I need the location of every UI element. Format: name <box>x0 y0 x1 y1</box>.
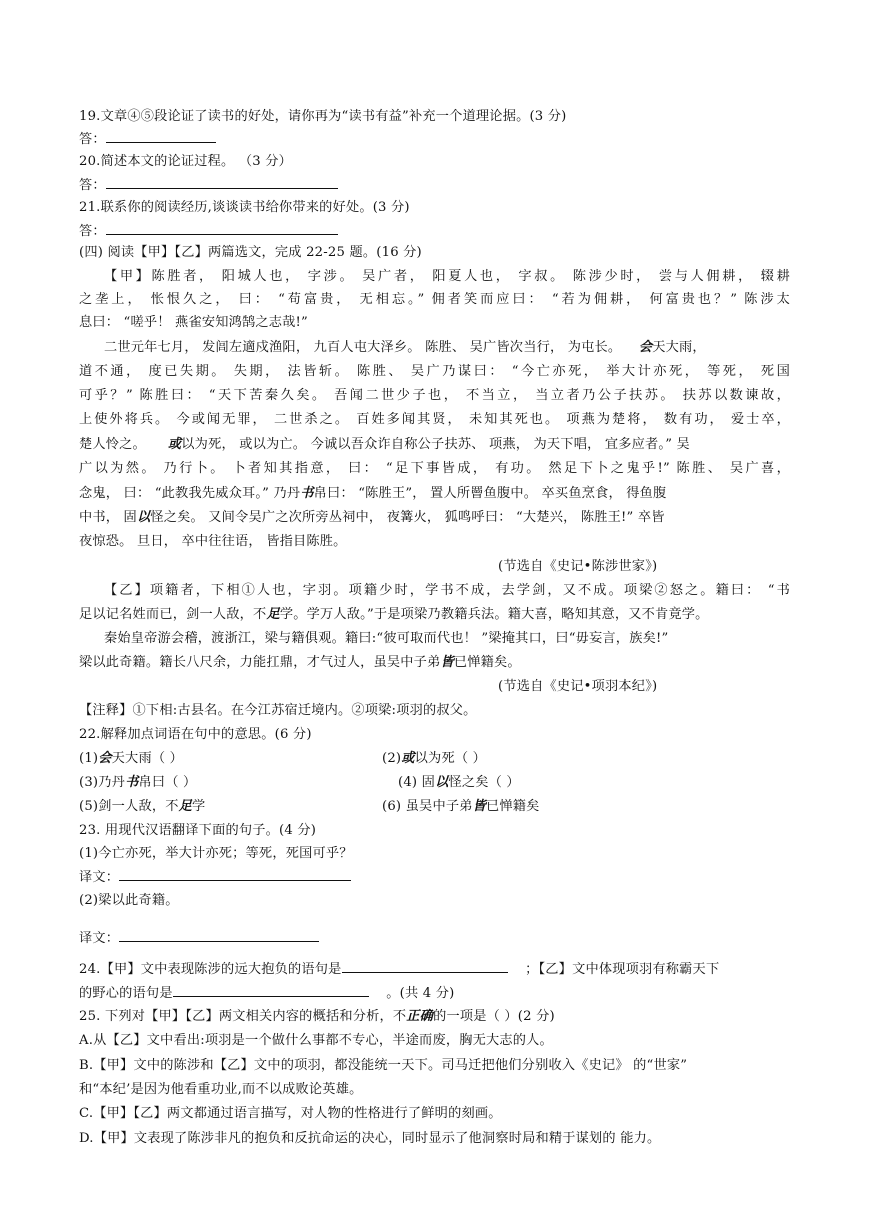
jia-line-4-tail: 天大雨， <box>652 340 706 355</box>
yi-line-2-tail: 学。学万人敌。”于是项梁乃教籍兵法。籍大喜，略知其意，又不肯竟学。 <box>279 607 709 622</box>
section-title: (四) 阅读【甲】【乙】两篇选文，完成 22-25 题。(16 分) <box>79 245 422 260</box>
q22-item-1-blank[interactable]: 天大雨（ ） <box>111 751 184 766</box>
q23-answer-1-line[interactable] <box>119 868 351 881</box>
q22-item-4-blank[interactable]: 怪之矣（ ） <box>448 775 520 790</box>
yi-line-2-head: 足以记名姓而已，剑一人敌，不 <box>79 607 267 622</box>
q23-answer-2-label: 译文： <box>79 931 120 946</box>
jia-line-11 <box>79 509 665 527</box>
q22-item-3-blank[interactable]: 帛曰（ ） <box>138 775 197 790</box>
dotted-word-jie: 皆 <box>440 655 454 670</box>
dotted-word-zu: 足 <box>266 607 280 622</box>
q22-item-5-num: (5)剑一人敌，不 <box>79 799 179 814</box>
q23-sentence-2: (2)梁以此奇籍。 <box>79 893 179 908</box>
q22-item-2-num: (2) <box>382 751 402 766</box>
q22-item-5 <box>79 798 205 816</box>
q22-item-2-word: 或 <box>401 751 415 766</box>
q25-title <box>79 1008 555 1026</box>
q19-answer-line[interactable] <box>106 130 216 143</box>
q19-answer-label: 答： <box>79 132 106 147</box>
jia-line-10-head: 念鬼， 曰： “此教我先威众耳。” 乃丹 <box>79 486 301 501</box>
q24-second-head: 的野心的语句是 <box>79 986 173 1001</box>
q22-item-6-word: 皆 <box>472 799 486 814</box>
q25-option-b-line-1[interactable]: B.【甲】文中的陈涉和【乙】文中的项羽，都没能统一天下。司马迁把他们分别收入《史记》 的“世家” <box>79 1058 688 1073</box>
jia-line-10 <box>79 485 666 503</box>
q25-option-b-line-2[interactable]: 和“本纪’是因为他看重功业,而不以成败论英雄。 <box>79 1082 363 1097</box>
q22-item-3 <box>79 774 196 792</box>
jia-line-4 <box>104 339 706 357</box>
yi-line-2 <box>79 606 709 624</box>
dotted-word-huo: 或 <box>167 437 182 452</box>
q23-title: 23. 用现代汉语翻译下面的句子。(4 分) <box>79 823 317 838</box>
q20-answer-line[interactable] <box>106 176 338 189</box>
jia-line-2: 之垄上， 怅恨久之， 曰： “苟富贵， 无相忘。” 佣者笑而应曰： “若为佣耕， 何富贵也？” 陈涉太 <box>79 292 790 307</box>
jia-line-12: 夜惊恐。 旦日， 卒中往往语， 皆指目陈胜。 <box>79 534 347 549</box>
q25-title-tail: 的一项是（ ）(2 分) <box>433 1009 555 1024</box>
q22-item-1-num: (1) <box>79 751 99 766</box>
yi-line-3: 秦始皇帝游会稽，渡浙江，梁与籍俱观。籍曰:“彼可取而代也！ ”梁掩其口，曰“毋妄言，族矣!” <box>104 631 669 646</box>
q22-item-3-word: 书 <box>125 775 139 790</box>
q24-head: 24.【甲】文中表现陈涉的远大抱负的语句是 <box>79 962 342 977</box>
dotted-word-yi: 以 <box>136 510 151 525</box>
q24-line-1 <box>79 960 719 979</box>
q23-answer-2 <box>79 929 319 948</box>
jia-line-3: 息曰： “嗟乎！ 燕雀安知鸿鹄之志哉!” <box>79 315 308 330</box>
q23-answer-1-label: 译文： <box>79 870 120 885</box>
q25-emphasis: 正确 <box>406 1009 434 1024</box>
q22-item-2-blank[interactable]: 以为死（ ） <box>414 751 487 766</box>
yi-line-4 <box>79 654 521 672</box>
q25-option-a[interactable]: A.从【乙】文中看出:项羽是一个做什么事都不专心，半途而废，胸无大志的人。 <box>79 1033 553 1048</box>
q20-answer-label: 答： <box>79 178 106 193</box>
q23-answer-2-line[interactable] <box>119 929 319 942</box>
dotted-word-hui: 会 <box>638 340 653 355</box>
jia-line-4-text: 二世元年七月， 发闾左適戍渔阳， 九百人屯大泽乡。 陈胜、 吴广皆次当行， 为屯长。 <box>104 340 622 355</box>
yi-line-4-head: 梁以此奇籍。籍长八尺余，力能扛鼎，才气过人，虽吴中子弟 <box>79 655 441 670</box>
q24-mid: ；【乙】文中体现项羽有称霸天下 <box>525 962 720 977</box>
yi-source: (节选自《史记•项羽本纪》) <box>498 679 658 694</box>
q19-text: 19.文章④⑤段论证了读书的好处，请你再为“读书有益”补充一个道理论据。(3 分) <box>79 109 567 124</box>
jia-line-6: 可乎？” 陈胜曰： “天下苦秦久矣。 吾闻二世少子也， 不当立， 当立者乃公子扶苏。 扶苏以数谏故， <box>79 388 790 403</box>
q20-text: 20.简述本文的论证过程。 （3 分） <box>79 154 292 169</box>
jia-line-8-tail: 以为死， 或以为亡。 今诚以吾众诈自称公子扶苏、 项燕， 为天下唱， 宜多应者。” 吴 <box>181 437 690 452</box>
q22-item-2 <box>382 750 486 768</box>
q21-answer <box>79 222 338 241</box>
q22-item-5-word: 足 <box>178 799 192 814</box>
q19-answer <box>79 130 216 149</box>
q25-option-c[interactable]: C.【甲】【乙】两文都通过语言描写，对人物的性格进行了鲜明的刻画。 <box>79 1106 502 1121</box>
q21-answer-label: 答： <box>79 224 106 239</box>
q24-blank-1[interactable] <box>342 960 508 973</box>
q22-item-5-tail: 学 <box>192 799 206 814</box>
jia-line-10-tail: 帛曰： “陈胜王”， 置人所罾鱼腹中。 卒买鱼烹食， 得鱼腹 <box>313 486 667 501</box>
q22-item-6 <box>382 798 540 816</box>
q22-title: 22.解释加点词语在句中的意思。(6 分) <box>79 727 312 742</box>
jia-line-1: 【甲】陈胜者， 阳城人也， 字涉。 吴广者， 阳夏人也， 字叔。 陈涉少时， 尝与人佣耕， 辍耕 <box>104 269 790 284</box>
dotted-word-shu: 书 <box>300 486 314 501</box>
yi-line-4-tail: 已惮籍矣。 <box>453 655 521 670</box>
jia-line-5: 道不通， 度已失期。 失期， 法皆斩。 陈胜、 吴广乃谋曰： “今亡亦死， 举大计亦死， 等死， 死国 <box>79 364 790 379</box>
jia-line-8-head: 楚人怜之。 <box>79 437 146 452</box>
q25-title-head: 25. 下列对【甲】【乙】两文相关内容的概括和分析，不 <box>79 1009 407 1024</box>
jia-line-9: 广以为然。 乃行卜。 卜者知其指意， 曰： “足下事皆成， 有功。 然足下卜之鬼乎!” 陈胜、 吴广喜， <box>79 461 790 476</box>
q23-answer-1 <box>79 868 351 887</box>
jia-line-8 <box>79 436 690 454</box>
q21-answer-line[interactable] <box>106 222 338 235</box>
q22-item-1 <box>79 750 183 768</box>
q22-item-6-tail: 已惮籍矣 <box>486 799 540 814</box>
yi-line-1: 【乙】项籍者，下相①人也，字羽。项籍少时，学书不成，去学剑，又不成。项梁②怒之。籍曰： “书 <box>104 583 790 598</box>
q22-item-4-num: (4) 固 <box>398 775 436 790</box>
q22-item-6-num: (6) 虽吴中子弟 <box>382 799 473 814</box>
q24-blank-2[interactable] <box>173 984 369 997</box>
q21-text: 21.联系你的阅读经历,谈谈读书给你带来的好处。(3 分) <box>79 200 410 215</box>
q22-item-3-num: (3)乃丹 <box>79 775 126 790</box>
q20-answer <box>79 176 338 195</box>
jia-line-7: 上使外将兵。 今或闻无罪， 二世杀之。 百姓多闻其贤， 未知其死也。 项燕为楚将， 数有功， 爱士卒， <box>79 412 790 427</box>
q25-option-d[interactable]: D.【甲】文表现了陈涉非凡的抱负和反抗命运的决心，同时显示了他洞察时局和精于谋划的 能力。 <box>79 1131 661 1146</box>
annotation: 【注释】①下相:古县名。在今江苏宿迁境内。②项梁:项羽的叔父。 <box>79 703 477 718</box>
jia-line-11-tail: 怪之矣。 又间令吴广之次所旁丛祠中， 夜篝火， 狐鸣呼曰： “大楚兴， 陈胜王!” 卒皆 <box>150 510 665 525</box>
jia-line-11-head: 中书， 固 <box>79 510 137 525</box>
q23-sentence-1: (1)今亡亦死，举大计亦死；等死，死国可乎？ <box>79 846 353 861</box>
q22-item-1-word: 会 <box>98 751 112 766</box>
q22-item-4-word: 以 <box>435 775 449 790</box>
q22-item-4 <box>398 774 520 792</box>
q24-score: 。(共 4 分) <box>386 986 455 1001</box>
q24-line-2 <box>79 984 455 1003</box>
jia-source: (节选自《史记•陈涉世家》) <box>498 559 658 574</box>
